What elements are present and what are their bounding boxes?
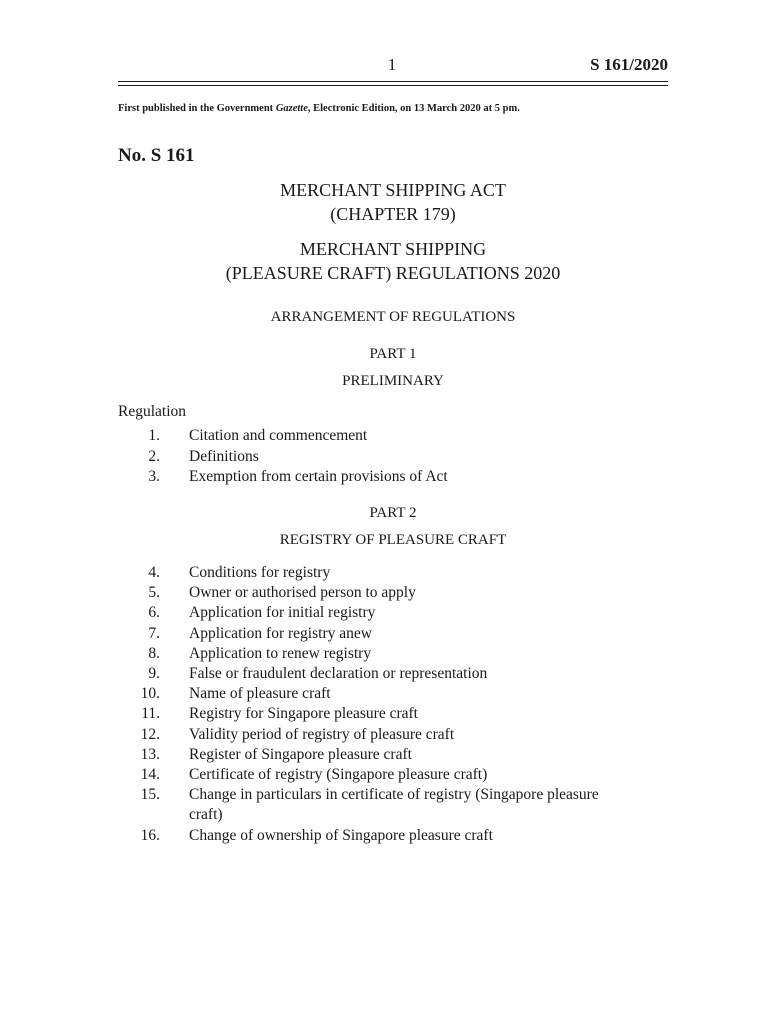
regulation-number: 15. bbox=[140, 786, 160, 804]
publication-note-gazette: Gazette bbox=[275, 103, 308, 114]
regulation-title: Owner or authorised person to apply bbox=[189, 584, 416, 602]
document-reference: S 161/2020 bbox=[590, 55, 668, 74]
regulations-title-line-1: MERCHANT SHIPPING bbox=[299, 239, 487, 259]
regulation-title: Validity period of registry of pleasure craft bbox=[189, 725, 455, 743]
regulation-entry bbox=[118, 644, 668, 664]
publication-note bbox=[118, 103, 520, 114]
regulation-number: 16. bbox=[140, 826, 160, 844]
regulation-number: 4. bbox=[148, 564, 160, 581]
page-number: 1 bbox=[387, 55, 397, 74]
regulation-title: Change of ownership of Singapore pleasure craft bbox=[189, 826, 493, 844]
regulation-number: 8. bbox=[148, 644, 160, 662]
part-1-regulation-list bbox=[118, 426, 668, 488]
regulation-entry bbox=[118, 447, 668, 468]
regulation-number: 3. bbox=[148, 468, 160, 485]
regulations-title bbox=[118, 237, 668, 285]
arrangement-heading: ARRANGEMENT OF REGULATIONS bbox=[270, 309, 516, 325]
header-rule-top bbox=[118, 81, 668, 82]
regulation-entry bbox=[118, 624, 668, 644]
regulation-entry bbox=[118, 704, 668, 724]
regulation-entry bbox=[118, 664, 668, 684]
part-1-title: PRELIMINARY bbox=[342, 373, 444, 389]
regulation-title: Certificate of registry (Singapore pleasure craft) bbox=[189, 766, 488, 784]
regulation-title: Name of pleasure craft bbox=[189, 685, 331, 703]
regulation-title: Application for initial registry bbox=[189, 604, 376, 622]
regulation-title: Register of Singapore pleasure craft bbox=[189, 745, 412, 763]
regulation-number: 13. bbox=[140, 745, 160, 763]
regulation-number: 1. bbox=[148, 427, 160, 444]
regulation-title: Exemption from certain provisions of Act bbox=[189, 468, 448, 485]
regulation-entry bbox=[118, 684, 668, 704]
regulation-number: 14. bbox=[140, 766, 160, 784]
regulation-title: False or fraudulent declaration or representation bbox=[189, 665, 488, 683]
regulation-entry bbox=[118, 745, 668, 765]
regulation-entry bbox=[118, 725, 668, 745]
part-1-label: PART 1 bbox=[369, 346, 417, 362]
regulation-column-heading: Regulation bbox=[118, 403, 187, 420]
act-title bbox=[118, 178, 668, 226]
regulation-number: 6. bbox=[148, 604, 160, 622]
regulation-title: Change in particulars in certificate of registry (Singapore pleasure craft) bbox=[189, 786, 599, 824]
regulation-title: Definitions bbox=[189, 447, 259, 465]
part-2-title: REGISTRY OF PLEASURE CRAFT bbox=[279, 532, 507, 548]
part-2-regulation-list bbox=[118, 563, 668, 846]
regulation-number: 11. bbox=[141, 705, 160, 723]
regulation-entry bbox=[118, 785, 668, 825]
regulation-number: 2. bbox=[148, 447, 160, 465]
publication-note-before: First published in the Government bbox=[118, 103, 276, 114]
regulation-number: 5. bbox=[148, 584, 160, 602]
regulation-number: 12. bbox=[140, 725, 160, 743]
regulation-entry bbox=[118, 603, 668, 623]
act-title-line-2: (CHAPTER 179) bbox=[330, 204, 456, 224]
regulation-entry bbox=[118, 563, 668, 583]
header-rule-bottom bbox=[118, 85, 668, 86]
regulation-number: 9. bbox=[148, 665, 160, 683]
regulation-entry bbox=[118, 765, 668, 785]
regulation-entry bbox=[118, 426, 668, 447]
regulation-number: 10. bbox=[140, 685, 160, 703]
act-title-line-1: MERCHANT SHIPPING ACT bbox=[280, 180, 506, 200]
regulation-entry bbox=[118, 467, 668, 488]
regulations-title-line-2: (PLEASURE CRAFT) REGULATIONS 2020 bbox=[225, 263, 561, 283]
regulation-title: Conditions for registry bbox=[189, 564, 331, 581]
part-2-label: PART 2 bbox=[369, 505, 417, 521]
regulation-number: 7. bbox=[148, 624, 160, 642]
regulation-entry bbox=[118, 826, 668, 846]
publication-note-after: , Electronic Edition, on 13 March 2020 at 5 pm. bbox=[307, 103, 520, 114]
regulation-entry bbox=[118, 583, 668, 603]
notice-number: No. S 161 bbox=[118, 145, 195, 166]
regulation-title: Registry for Singapore pleasure craft bbox=[189, 705, 418, 723]
regulation-title: Citation and commencement bbox=[189, 427, 368, 444]
regulation-title: Application for registry anew bbox=[189, 624, 372, 642]
regulation-title: Application to renew registry bbox=[189, 644, 372, 662]
